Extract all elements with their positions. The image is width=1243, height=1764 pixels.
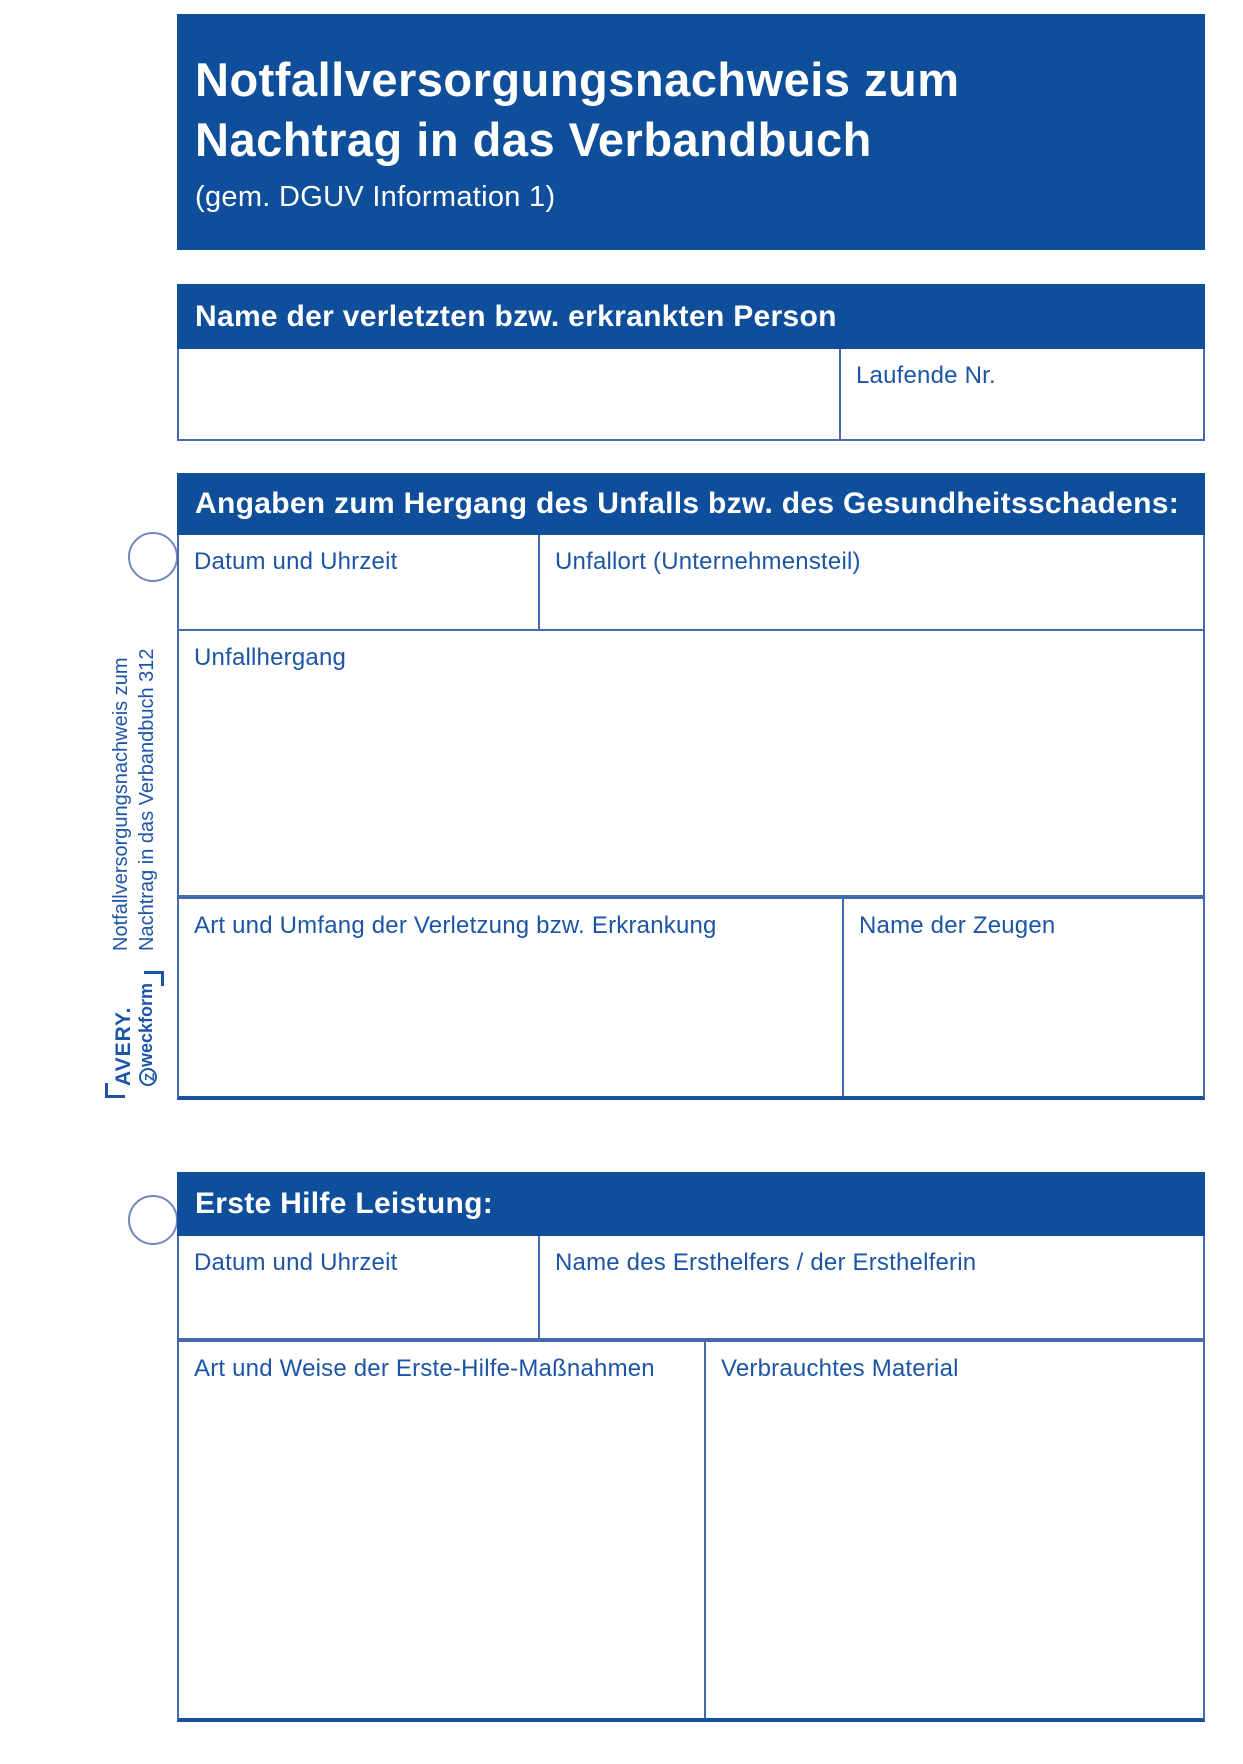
form-header	[177, 14, 1205, 250]
side-margin-area	[102, 598, 166, 1098]
row-verletzung-zeugen	[177, 897, 1205, 1100]
zeugen-label: Name der Zeugen	[859, 912, 1056, 939]
punch-hole-bottom	[128, 1195, 178, 1245]
logo-z-mark: Z	[139, 1068, 157, 1086]
row-person	[177, 349, 1205, 441]
ersthelfer-label: Name des Ersthelfers / der Ersthelferin	[555, 1249, 977, 1276]
avery-zweckform-logo	[105, 971, 164, 1098]
logo-brand-text: AVERY.	[111, 1006, 135, 1086]
unfallort-label: Unfallort (Unternehmensteil)	[555, 548, 861, 575]
page-title-line1: Notfallversorgungsnachweis zum	[195, 53, 960, 106]
hilfe-datum-uhrzeit-field[interactable]	[179, 1236, 538, 1338]
section-title-erste-hilfe: Erste Hilfe Leistung:	[177, 1172, 1205, 1236]
laufende-nr-label: Laufende Nr.	[856, 362, 996, 389]
page-subtitle: (gem. DGUV Information 1)	[195, 181, 556, 213]
logo-sub-text: Zweckform	[135, 983, 157, 1086]
person-name-field[interactable]	[179, 349, 839, 439]
row-massnahmen-material	[177, 1340, 1205, 1722]
massnahmen-field[interactable]	[179, 1342, 704, 1718]
zeugen-field[interactable]	[842, 899, 1203, 1096]
page-title-line2: Nachtrag in das Verbandbuch	[195, 113, 872, 166]
unfall-datum-uhrzeit-label: Datum und Uhrzeit	[194, 548, 398, 575]
side-caption-line1: Notfallversorgungsnachweis zum	[110, 657, 132, 951]
material-field[interactable]	[704, 1342, 1203, 1718]
laufende-nr-field[interactable]	[839, 349, 1203, 439]
verletzung-field[interactable]	[179, 899, 842, 1096]
verletzung-label: Art und Umfang der Verletzung bzw. Erkrankung	[194, 912, 717, 939]
row-unfallhergang	[177, 631, 1205, 897]
unfallhergang-label: Unfallhergang	[194, 644, 347, 671]
unfall-datum-uhrzeit-field[interactable]	[179, 535, 538, 629]
unfallhergang-field[interactable]	[179, 631, 1203, 895]
punch-hole-top	[128, 532, 178, 582]
material-label: Verbrauchtes Material	[721, 1355, 959, 1382]
hilfe-datum-uhrzeit-label: Datum und Uhrzeit	[194, 1249, 398, 1276]
side-rotated-block	[102, 598, 166, 1098]
row-erste-datum-helfer	[177, 1236, 1205, 1340]
row-hergang-datum-ort	[177, 535, 1205, 631]
unfallort-field[interactable]	[538, 535, 1203, 629]
side-caption	[108, 649, 160, 951]
massnahmen-label: Art und Weise der Erste-Hilfe-Maßnahmen	[194, 1355, 655, 1382]
page-title	[195, 50, 1187, 170]
section-title-person: Name der verletzten bzw. erkrankten Person	[177, 284, 1205, 349]
ersthelfer-field[interactable]	[538, 1236, 1203, 1338]
side-caption-line2: Nachtrag in das Verbandbuch 312	[136, 648, 158, 951]
section-title-hergang: Angaben zum Hergang des Unfalls bzw. des Gesundheitsschadens:	[177, 473, 1205, 535]
